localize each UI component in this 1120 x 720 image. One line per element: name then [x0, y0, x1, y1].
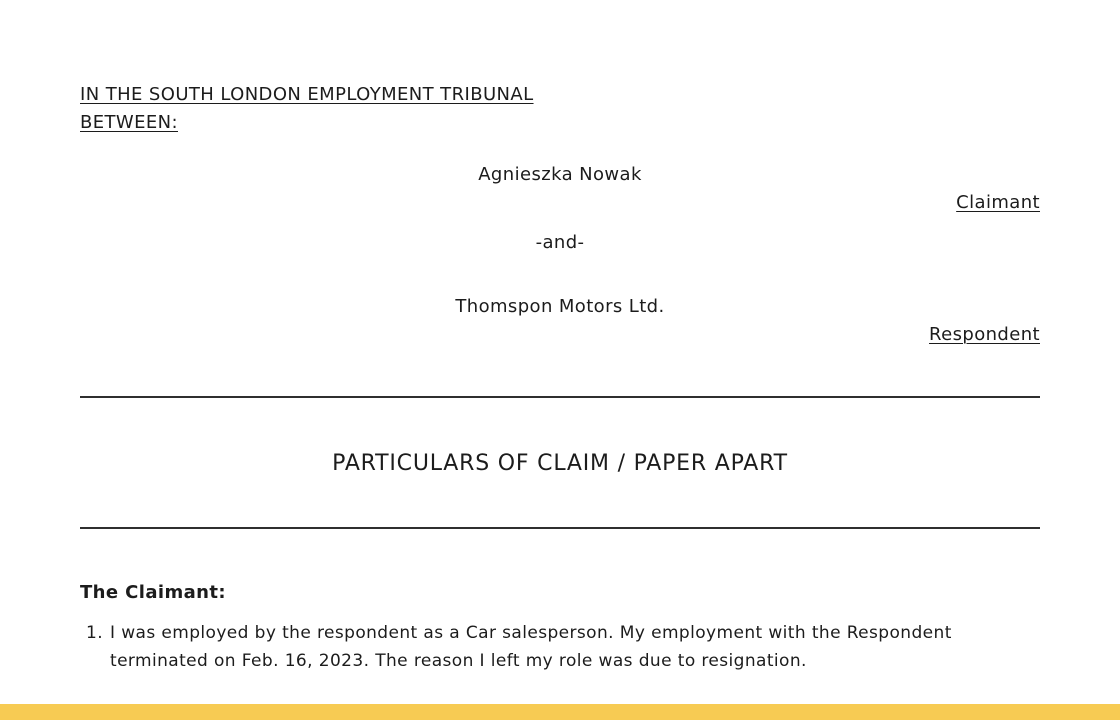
and-separator: -and-	[535, 232, 585, 253]
between-label: BETWEEN:	[80, 112, 178, 133]
footer-bar	[0, 704, 1120, 720]
tribunal-heading: IN THE SOUTH LONDON EMPLOYMENT TRIBUNAL	[80, 84, 534, 105]
respondent-role-label: Respondent	[929, 324, 1040, 345]
claimant-name: Agnieszka Nowak	[478, 164, 642, 185]
paragraph-list	[80, 619, 1040, 675]
respondent-name: Thomspon Motors Ltd.	[455, 296, 665, 317]
paragraph-item	[80, 619, 1040, 675]
claimant-role-label: Claimant	[956, 192, 1040, 213]
paragraph-text: I was employed by the respondent as a Car salesperson. My employment with the Respondent terminated on Feb. 16, 2023. The reason I left my role was due to resignation.	[110, 623, 952, 671]
section-heading: The Claimant:	[80, 582, 226, 603]
paragraph-number: 1.	[86, 623, 104, 643]
document-title: PARTICULARS OF CLAIM / PAPER APART	[332, 451, 788, 476]
bottom-divider	[80, 527, 1040, 529]
top-divider	[80, 396, 1040, 398]
